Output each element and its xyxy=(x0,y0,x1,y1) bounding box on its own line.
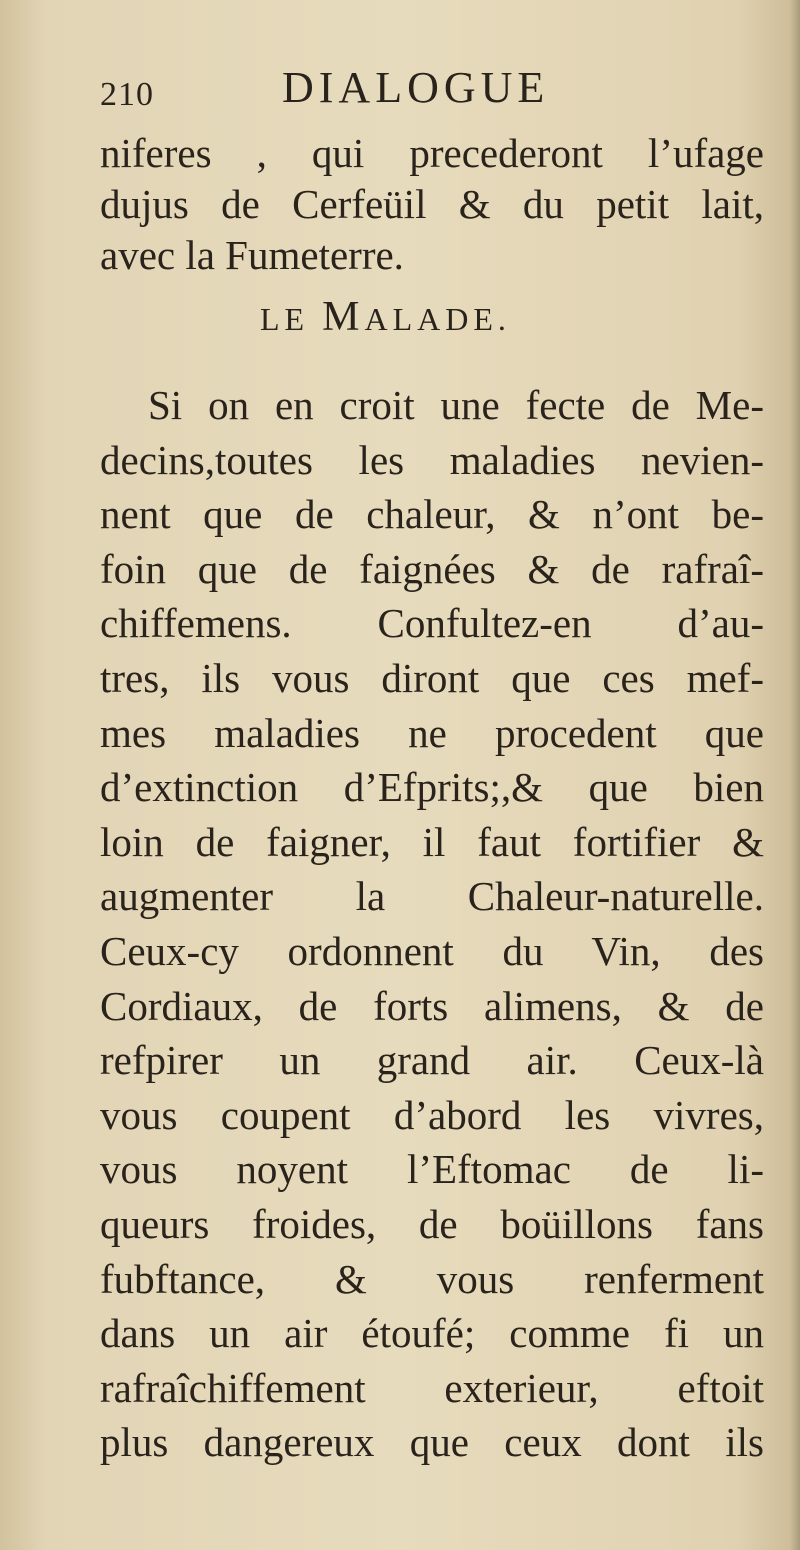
text-line: augmenter la Chaleur-naturelle. xyxy=(100,873,764,920)
text-line: queurs froides, de boüillons fans xyxy=(100,1200,764,1247)
text-line: Cordiaux, de forts alimens, & de xyxy=(100,982,764,1029)
text-line: rafraîchiffement exterieur, eftoit xyxy=(100,1364,764,1411)
page-number: 210 xyxy=(100,76,154,113)
text-line: mes maladies ne procedent que xyxy=(100,709,764,756)
text-line: Ceux-cy ordonnent du Vin, des xyxy=(100,927,764,974)
text-line: vous noyent l’Eftomac de li- xyxy=(100,1146,764,1193)
text-line: niferes , qui precederont l’ufage xyxy=(100,130,764,176)
speaker-rest: ALADE. xyxy=(364,301,511,337)
text-line: dujus de Cerfeüil & du petit lait, xyxy=(100,181,764,227)
speaker-initial: M xyxy=(322,294,365,340)
running-header xyxy=(100,62,760,122)
text-line: Si on en croit une fecte de Me- xyxy=(148,382,764,428)
text-line: decins,toutes les maladies nevien- xyxy=(100,436,764,483)
running-title: DIALOGUE xyxy=(282,63,550,112)
continuation-text xyxy=(100,128,764,281)
speaker-prefix: LE xyxy=(260,301,323,337)
text-line: chiffemens. Confultez-en d’au- xyxy=(100,600,764,647)
text-line: loin de faigner, il faut fortifier & xyxy=(100,818,764,865)
text-line: plus dangereux que ceux dont ils xyxy=(100,1419,764,1466)
text-line: avec la Fumeterre. xyxy=(100,232,404,278)
text-line: tres, ils vous diront que ces mef- xyxy=(100,654,764,701)
text-line: vous coupent d’abord les vivres, xyxy=(100,1091,764,1138)
text-line: dans un air étoufé; comme fi un xyxy=(100,1310,764,1357)
speaker-heading xyxy=(260,293,511,341)
text-line: foin que de faignées & de rafraî- xyxy=(100,545,764,592)
text-line: refpirer un grand air. Ceux-là xyxy=(100,1037,764,1084)
text-line: fubftance, & vous renferment xyxy=(100,1255,764,1302)
paragraph-text xyxy=(100,378,764,1470)
page-edge-shadow xyxy=(790,0,800,1550)
text-line: nent que de chaleur, & n’ont be- xyxy=(100,491,764,538)
text-line: d’extinction d’Efprits;,& que bien xyxy=(100,764,764,811)
